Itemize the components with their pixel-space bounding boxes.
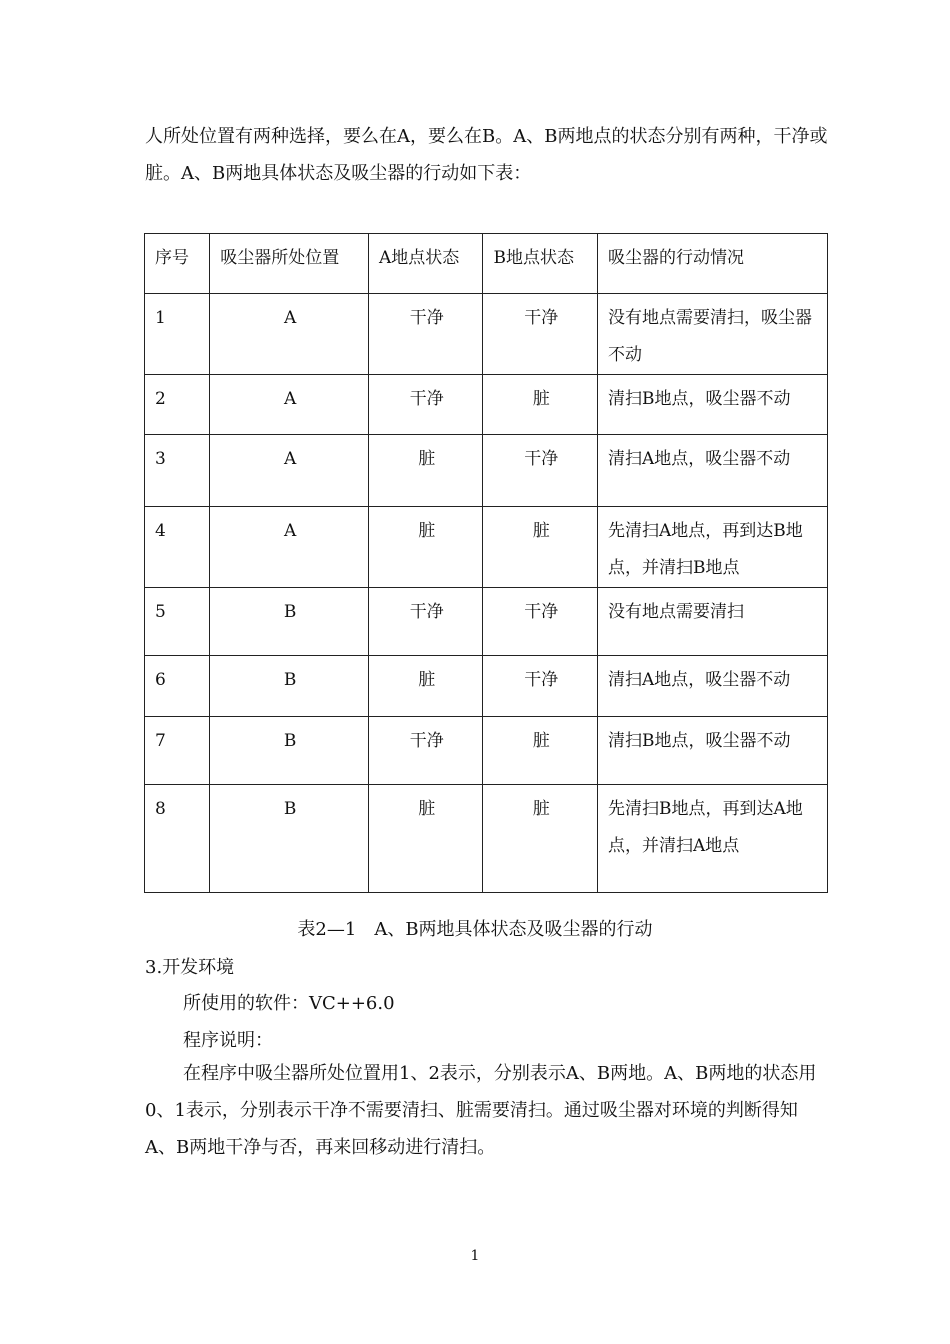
cell-index: 6 (145, 656, 210, 717)
program-description: 在程序中吸尘器所处位置用1、2表示，分别表示A、B两地。A、B两地的状态用0、1表示，分别表示干净不需要清扫、脏需要清扫。通过吸尘器对环境的判断得知A、B两地干净与否，再来回移动进行清扫。 (145, 1063, 817, 1158)
cell-b-state: 脏 (483, 507, 598, 588)
software-line: 所使用的软件：VC++6.0 (183, 993, 395, 1014)
cell-position: B (210, 588, 369, 656)
cell-index: 3 (145, 435, 210, 507)
state-action-table (144, 233, 828, 893)
header-cell: A地点状态 (368, 234, 483, 294)
cell-position: B (210, 717, 369, 785)
cell-index: 1 (145, 294, 210, 375)
cell-position: A (210, 435, 369, 507)
cell-position: B (210, 785, 369, 893)
cell-b-state: 干净 (483, 588, 598, 656)
table-row (145, 785, 828, 893)
table-row (145, 717, 828, 785)
table-row (145, 507, 828, 588)
cell-b-state: 脏 (483, 785, 598, 893)
table-header-row (145, 234, 828, 294)
page-number: 1 (470, 1248, 480, 1264)
cell-position: B (210, 656, 369, 717)
cell-a-state: 干净 (368, 375, 483, 435)
cell-position: A (210, 294, 369, 375)
cell-index: 7 (145, 717, 210, 785)
cell-action: 没有地点需要清扫 (597, 588, 827, 656)
header-cell: 吸尘器所处位置 (210, 234, 369, 294)
cell-b-state: 干净 (483, 435, 598, 507)
header-cell: B地点状态 (483, 234, 598, 294)
cell-a-state: 干净 (368, 294, 483, 375)
cell-action: 清扫B地点，吸尘器不动 (597, 717, 827, 785)
cell-action: 先清扫A地点，再到达B地点，并清扫B地点 (597, 507, 827, 588)
header-cell: 序号 (145, 234, 210, 294)
cell-a-state: 干净 (368, 717, 483, 785)
cell-b-state: 干净 (483, 656, 598, 717)
cell-index: 8 (145, 785, 210, 893)
cell-a-state: 脏 (368, 785, 483, 893)
cell-action: 清扫B地点，吸尘器不动 (597, 375, 827, 435)
cell-a-state: 脏 (368, 507, 483, 588)
cell-action: 清扫A地点，吸尘器不动 (597, 435, 827, 507)
cell-position: A (210, 507, 369, 588)
cell-b-state: 脏 (483, 717, 598, 785)
cell-index: 4 (145, 507, 210, 588)
section-title: 3.开发环境 (145, 957, 235, 978)
header-cell: 吸尘器的行动情况 (597, 234, 827, 294)
program-label: 程序说明： (183, 1030, 273, 1051)
cell-position: A (210, 375, 369, 435)
table-caption: 表2—1 A、B两地具体状态及吸尘器的行动 (297, 919, 653, 940)
cell-index: 2 (145, 375, 210, 435)
table-row (145, 294, 828, 375)
cell-b-state: 干净 (483, 294, 598, 375)
cell-a-state: 干净 (368, 588, 483, 656)
table-row (145, 435, 828, 507)
cell-a-state: 脏 (368, 435, 483, 507)
intro-paragraph: 人所处位置有两种选择，要么在A，要么在B。A、B两地点的状态分别有两种，干净或脏。A、B两地具体状态及吸尘器的行动如下表： (145, 126, 828, 184)
table-row (145, 375, 828, 435)
cell-a-state: 脏 (368, 656, 483, 717)
cell-b-state: 脏 (483, 375, 598, 435)
cell-index: 5 (145, 588, 210, 656)
table-row (145, 588, 828, 656)
cell-action: 没有地点需要清扫，吸尘器不动 (597, 294, 827, 375)
table-row (145, 656, 828, 717)
cell-action: 清扫A地点，吸尘器不动 (597, 656, 827, 717)
cell-action: 先清扫B地点，再到达A地点，并清扫A地点 (597, 785, 827, 893)
